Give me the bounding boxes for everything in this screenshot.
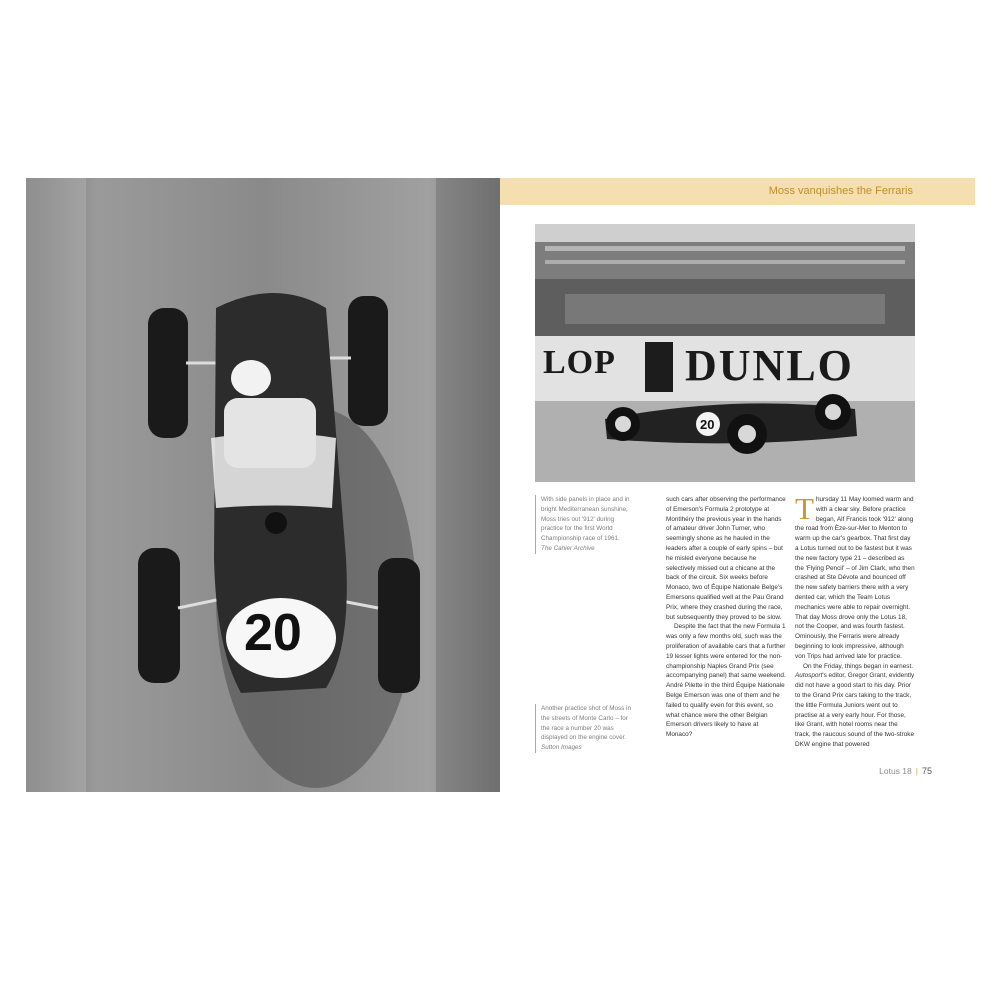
section-title: Moss vanquishes the Ferraris bbox=[768, 185, 913, 197]
paragraph-text: 's editor, Gregor Grant, evidently did not have a good start to his day. Prior to the Grand Prix cars taking to the track, the little Formula Juniors went out to practise at a very early hour. For those, like Grant, with hotel rooms near the track, the raucous sound of the two-stroke DKW engine that powered bbox=[795, 672, 915, 748]
paragraph bbox=[795, 491, 915, 662]
secondary-photo bbox=[535, 224, 915, 482]
banner-text-right: DUNLO bbox=[685, 341, 854, 390]
paragraph bbox=[795, 662, 915, 750]
paragraph: Despite the fact that the new Formula 1 was only a few months old, such was the proliferation of available cars that a further 19 lesser lights were entered for the non-championship Naples Grand Prix (see accompanying panel) that same weekend. André Pilette in the third Équipe Nationale Belge Emerson was one of them and he failed to qualify even for this event, so what chance were the other Belgian Emerson drivers likely to have at Monaco? bbox=[666, 623, 786, 739]
moss-cooper-aerial-photo bbox=[26, 178, 500, 792]
paragraph: such cars after observing the performance of Emerson's Formula 2 prototype at Montlhéry the previous year in the hands of amateur driver John Turner, who seemingly shone as he hauled in the leaders after a couple of early spins – but he misled everyone because he selectively missed out a chicane at the back of the circuit. Six weeks before Monaco, two of Équipe Nationale Belge's Emersons qualified well at the Pau Grand Prix, where they crashed during the race, but subsequently they proved to be slow. bbox=[666, 496, 786, 621]
right-car-number-label: 20 bbox=[700, 417, 715, 432]
caption-top bbox=[535, 495, 637, 554]
body-column-2 bbox=[795, 491, 915, 750]
running-title: Lotus 18 bbox=[879, 766, 912, 776]
page-number: 75 bbox=[921, 766, 932, 776]
banner-text-left: LOP bbox=[543, 344, 616, 381]
paragraph-text: hursday 11 May loomed warm and with a clear sky. Before practice began, Alf Francis took '912' along the road from Èze-sur-Mer to Menton to warm up the car's gearbox. That first day a Lotus turned out to be fastest but it was the new factory type 21 – described as the 'Flying Pencil' – of Jim Clark, who then crashed at Ste Dévote and bounced off the new safety barriers there with a very dented car, which the Team Lotus mechanics were able to repair overnight. That day Moss drove only the Lotus 18, not the Cooper, and was fourth fastest. Ominously, the Ferraris were already beginning to look impressive, although von Trips had arrived late for practice. bbox=[795, 496, 915, 660]
car-number-label: 20 bbox=[244, 604, 302, 662]
caption-text: Another practice shot of Moss in the streets of Monte Carlo – for the race a number 20 was displayed on the engine cover. bbox=[541, 705, 631, 742]
caption-bottom bbox=[535, 704, 637, 753]
drop-cap: T bbox=[795, 491, 814, 526]
page-footer bbox=[840, 766, 932, 776]
caption-text: With side panels in place and in bright Mediterranean sunshine, Moss tries out '912' during practice for the first World Championship race of 1961. bbox=[541, 496, 630, 543]
paragraph-text: On the Friday, things began in earnest. bbox=[803, 662, 914, 670]
caption-credit: Sutton Images bbox=[541, 744, 582, 752]
caption-credit: The Cahier Archive bbox=[541, 544, 595, 552]
publication-name: Autosport bbox=[795, 672, 823, 680]
folio-divider: | bbox=[915, 766, 918, 776]
section-header-band bbox=[500, 178, 975, 205]
body-column-1 bbox=[666, 495, 786, 740]
main-photo bbox=[26, 178, 500, 792]
